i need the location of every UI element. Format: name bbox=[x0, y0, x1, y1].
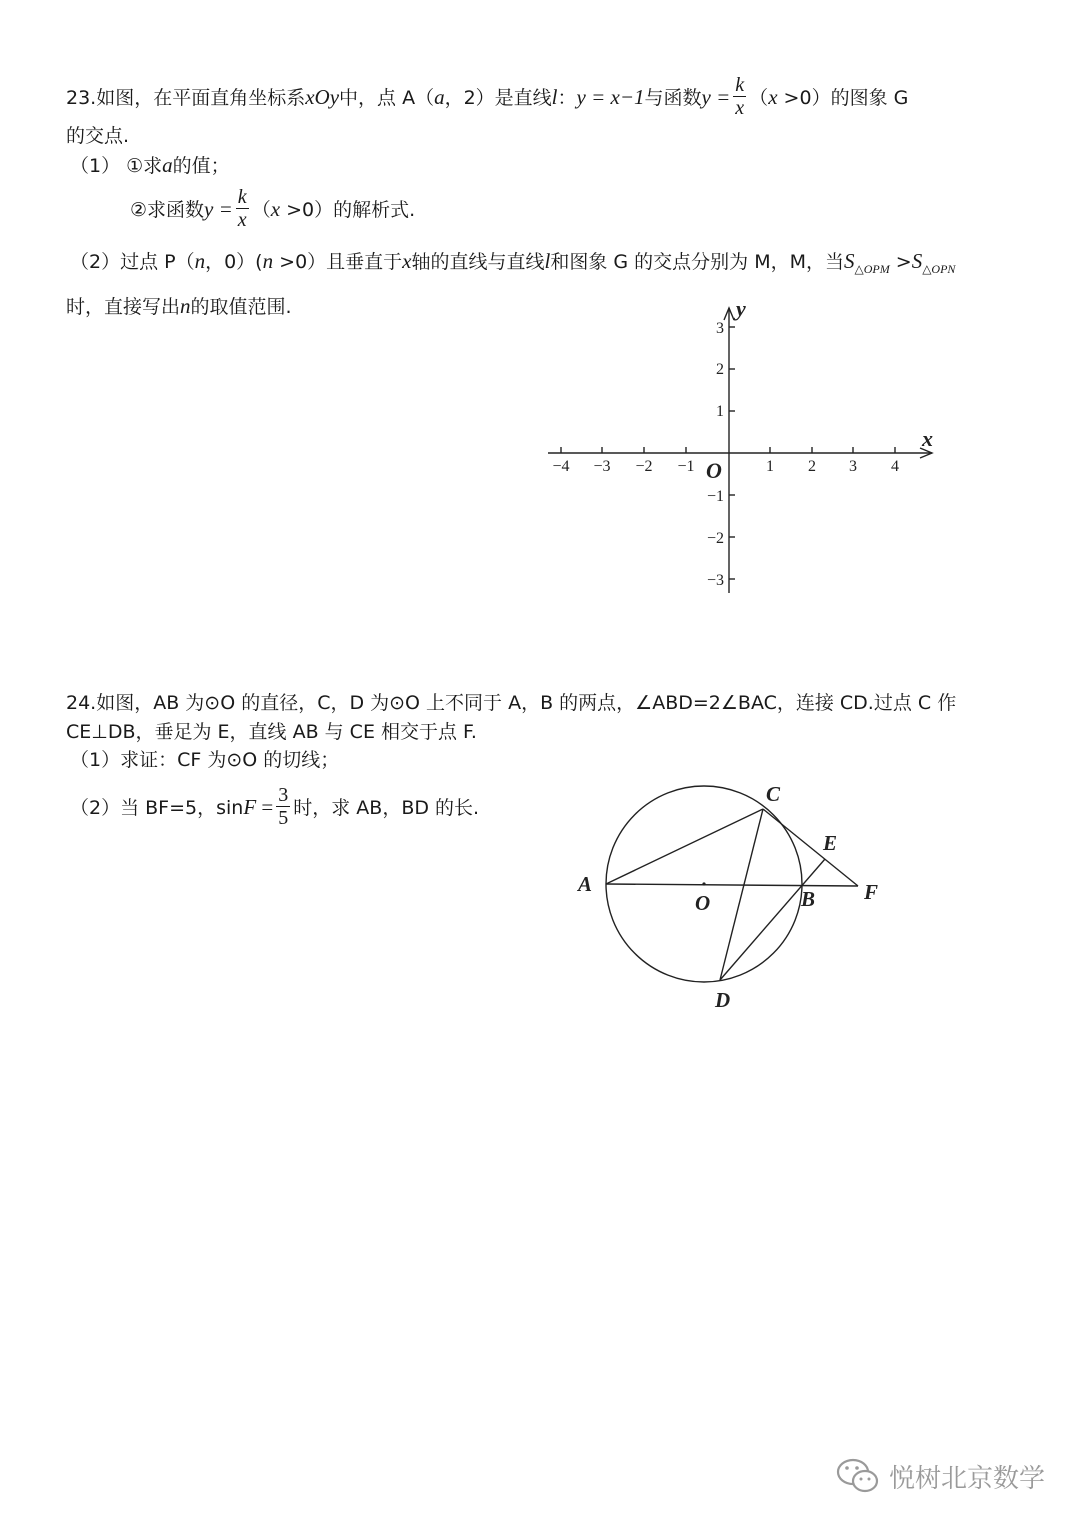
x-tick-label: 1 bbox=[766, 458, 774, 475]
label-c: C bbox=[766, 782, 781, 806]
q24-part2: （2）当 BF=5，sinF = $\frac{3}{5}$ 时，求 AB，BD 的长. bbox=[70, 784, 480, 829]
x-tick-label: 2 bbox=[808, 458, 816, 475]
q23-part1a: （1） ①求a的值； bbox=[70, 153, 230, 177]
label-o: O bbox=[695, 891, 711, 915]
x-tick-label: −3 bbox=[593, 458, 611, 475]
fraction-3-over-5: $\frac{3}{5}$ bbox=[278, 784, 289, 829]
y-axis-label: y bbox=[736, 296, 746, 321]
x-tick-label: −1 bbox=[677, 458, 695, 475]
y-tick-label: 3 bbox=[716, 320, 724, 337]
x-tick-marks bbox=[561, 447, 895, 453]
watermark-text: 悦树北京数学 bbox=[889, 1463, 1046, 1494]
q23-part2: （2）过点 P（n，0）(n >0）且垂直于x轴的直线与直线l和图象 G 的交点分别为 M，M，当$S_{\triangle OPM} >S_{\triangle OPN}$ bbox=[70, 249, 956, 276]
watermark bbox=[835, 1457, 1045, 1495]
line-ab-extended bbox=[606, 884, 858, 886]
x-axis-label: x bbox=[922, 426, 933, 451]
x-tick-label: 4 bbox=[891, 458, 899, 475]
segment-cf bbox=[763, 809, 858, 886]
label-f: F bbox=[864, 880, 879, 904]
y-tick-label: −2 bbox=[706, 530, 724, 547]
q23-line2: 的交点. bbox=[66, 125, 130, 147]
label-d: D bbox=[715, 988, 731, 1012]
center-point bbox=[702, 882, 705, 885]
circle-geometry-figure bbox=[570, 775, 900, 1020]
q24-line1: 24.如图，AB 为⊙O 的直径，C，D 为⊙O 上不同于 A，B 的两点，∠ABD=2∠BAC，连接 CD.过点 C 作 bbox=[66, 692, 957, 714]
coordinate-axes-figure bbox=[540, 296, 950, 601]
fraction-k-over-x: $\frac{k}{x}$ bbox=[735, 74, 745, 119]
q23-line1: 23.如图，在平面直角坐标系xOy中，点 A（a，2）是直线l：y = x−1与函数y = $\frac{k}{x}$ （x >0）的图象 G bbox=[66, 74, 909, 119]
label-a: A bbox=[578, 872, 593, 896]
q24-part1: （1）求证：CF 为⊙O 的切线； bbox=[70, 749, 340, 771]
label-b: B bbox=[801, 887, 816, 911]
wechat-icon bbox=[835, 1457, 881, 1495]
y-tick-label: −1 bbox=[706, 488, 724, 505]
x-tick-label: −4 bbox=[552, 458, 570, 475]
fraction-k-over-x-2: $\frac{k}{x}$ bbox=[237, 186, 247, 231]
y-tick-label: −3 bbox=[706, 572, 724, 589]
x-tick-label: −2 bbox=[635, 458, 653, 475]
origin-label: O bbox=[706, 458, 722, 483]
y-tick-label: 1 bbox=[716, 403, 724, 420]
y-tick-label: 2 bbox=[716, 361, 724, 378]
label-e: E bbox=[823, 831, 838, 855]
q23-part2b: 时，直接写出n的取值范围. bbox=[66, 294, 292, 318]
q24-line2: CE⊥DB，垂足为 E，直线 AB 与 CE 相交于点 F. bbox=[66, 721, 477, 743]
x-tick-label: 3 bbox=[849, 458, 857, 475]
q23-part1b: ②求函数y = $\frac{k}{x}$ （x >0）的解析式. bbox=[130, 186, 416, 231]
